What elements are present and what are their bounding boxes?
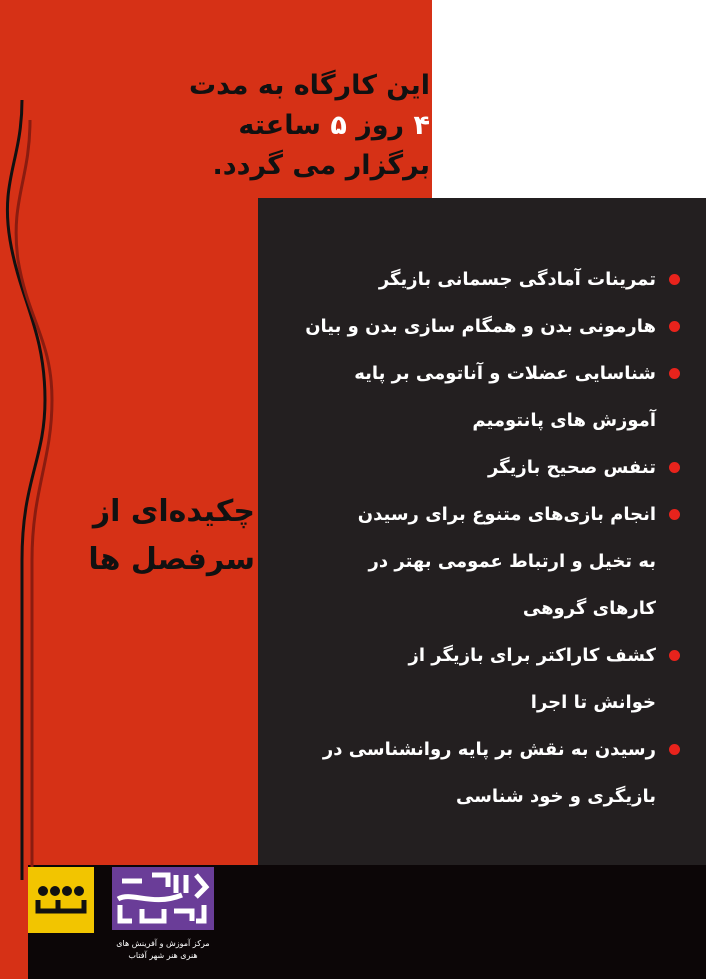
hours-word: ساعته [238, 110, 321, 141]
days-number: ۴ [413, 110, 430, 141]
topic-text: خوانش تا اجرا [530, 692, 656, 713]
topics-list [280, 256, 686, 820]
workshop-duration-text [140, 66, 430, 186]
bullet-dot-icon [669, 650, 680, 661]
intro-line-3: برگزار می گردد. [212, 150, 430, 181]
topic-text: تنفس صحیح بازیگر [487, 457, 656, 478]
heading-line-2: سرفصل ها [88, 542, 255, 577]
white-panel [432, 0, 706, 198]
topic-item [280, 632, 686, 726]
logo-calligraphy-icon [112, 867, 214, 930]
bullet-dot-icon [669, 368, 680, 379]
topic-text: رسیدن به نقش بر پایه روانشناسی در [322, 739, 656, 760]
topic-item [280, 350, 686, 444]
topic-item [280, 303, 686, 350]
section-heading [40, 488, 255, 584]
bullet-dot-icon [669, 274, 680, 285]
topic-text: تمرینات آمادگی جسمانی بازیگر [378, 269, 656, 290]
topic-item [280, 491, 686, 632]
topic-text: بازیگری و خود شناسی [455, 786, 656, 807]
logo-glyph-icon [28, 867, 94, 933]
bullet-dot-icon [669, 462, 680, 473]
bullet-dot-icon [669, 509, 680, 520]
bullet-dot-icon [669, 321, 680, 332]
topic-text: به تخیل و ارتباط عمومی بهتر در [368, 551, 656, 572]
topic-text: هارمونی بدن و همگام سازی بدن و بیان [305, 316, 656, 337]
topic-text: آموزش های پانتومیم [472, 410, 656, 431]
days-word: روز [356, 110, 405, 141]
purple-logo [112, 867, 214, 930]
topic-item [280, 256, 686, 303]
topic-item [280, 726, 686, 820]
yellow-logo [28, 867, 94, 933]
topic-text: کشف کاراکتر برای بازیگر از [408, 645, 656, 666]
hours-number: ۵ [330, 110, 347, 141]
organization-caption: مرکز آموزش و آفرینش های هنری هنر شهر آفتاب [116, 939, 210, 960]
topic-text: شناسایی عضلات و آناتومی بر پایه [354, 363, 656, 384]
topic-text: کارهای گروهی [522, 598, 656, 619]
bullet-dot-icon [669, 744, 680, 755]
topic-item [280, 444, 686, 491]
heading-line-1: چکیده‌ای از [92, 494, 255, 529]
intro-line-2 [140, 106, 430, 146]
intro-line-1: این کارگاه به مدت [188, 70, 430, 101]
topic-text: انجام بازی‌های متنوع برای رسیدن [357, 504, 656, 525]
